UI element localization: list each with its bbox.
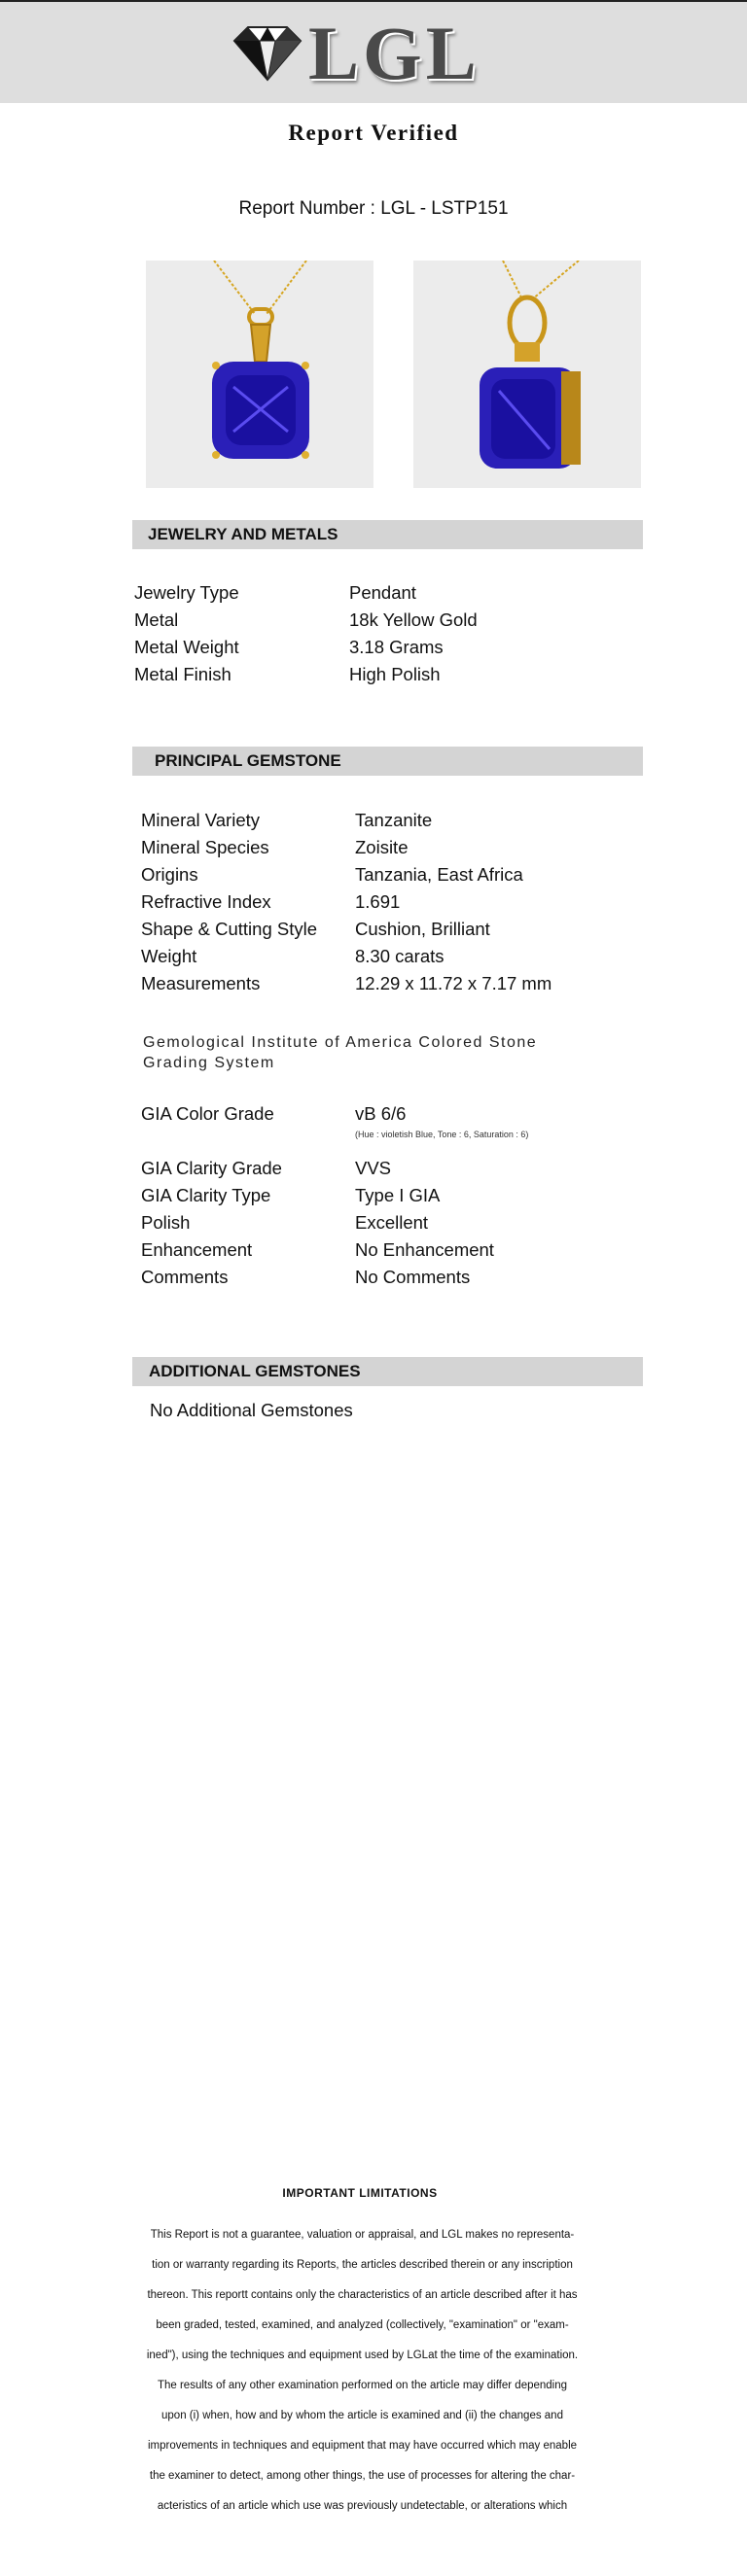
detail-label: Polish [141, 1212, 191, 1233]
limitations-text [97, 2220, 627, 2522]
detail-value: No Enhancement [355, 1239, 494, 1260]
limitations-line: acteristics of an article which use was previously undetectable, or alterations which [157, 2500, 568, 2512]
product-photo-side[interactable] [413, 261, 641, 488]
detail-label: Metal Weight [134, 637, 239, 657]
lgl-logo[interactable] [229, 11, 481, 95]
limitations-line: tion or warranty regarding its Reports, the articles described therein or any inscription [152, 2259, 573, 2271]
detail-value: Excellent [355, 1212, 429, 1233]
detail-label: Weight [141, 946, 197, 966]
page-title: Report Verified [288, 121, 459, 145]
detail-value: High Polish [349, 664, 441, 684]
section-jewelry-and-metals: JEWELRY AND METALS [132, 520, 643, 549]
detail-label: Measurements [141, 973, 261, 993]
detail-value: vB 6/6 [355, 1103, 407, 1124]
detail-value: No Comments [355, 1267, 471, 1287]
limitations-line: This Report is not a guarantee, valuation or appraisal, and LGL makes no representa- [150, 2229, 575, 2241]
detail-value: Zoisite [355, 837, 409, 857]
detail-label: Mineral Variety [141, 810, 261, 830]
section-principal-gemstone: PRINCIPAL GEMSTONE [132, 747, 643, 776]
header-banner [0, 0, 747, 103]
detail-value: Pendant [349, 582, 416, 603]
limitations-line: been graded, tested, examined, and analyzed (collectively, "examination" or "exam- [156, 2319, 569, 2331]
detail-label: Mineral Species [141, 837, 269, 857]
detail-label: GIA Color Grade [141, 1103, 274, 1124]
detail-value: Cushion, Brilliant [355, 919, 490, 939]
product-photo-front[interactable] [146, 261, 374, 488]
gia-grading-heading: Gemological Institute of America Colored Stone Grading System [143, 1034, 538, 1071]
detail-label: Comments [141, 1267, 229, 1287]
diamond-icon [229, 23, 306, 84]
limitations-line: improvements in techniques and equipment that may have occurred which may enable [147, 2440, 578, 2452]
detail-value: Tanzania, East Africa [355, 864, 523, 885]
detail-value: 12.29 x 11.72 x 7.17 mm [355, 973, 552, 993]
limitations-line: ined"), using the techniques and equipment used by LGLat the time of the examination. [146, 2350, 579, 2361]
color-grade-note: (Hue : violetish Blue, Tone : 6, Saturation : 6) [355, 1130, 529, 1139]
detail-value: 3.18 Grams [349, 637, 444, 657]
detail-label: GIA Clarity Grade [141, 1158, 282, 1178]
detail-label: Jewelry Type [134, 582, 239, 603]
additional-gemstones-text: No Additional Gemstones [150, 1400, 353, 1420]
limitations-line: The results of any other examination performed on the article may differ depending [157, 2380, 568, 2391]
report-number: Report Number : LGL - LSTP151 [238, 198, 509, 219]
detail-value: 1.691 [355, 891, 401, 912]
detail-label: Enhancement [141, 1239, 253, 1260]
detail-value: 8.30 carats [355, 946, 445, 966]
limitations-line: the examiner to detect, among other things, the use of processes for altering the char- [149, 2470, 576, 2482]
limitations-line: thereon. This reportt contains only the characteristics of an article described after it has [147, 2289, 578, 2301]
detail-label: Metal Finish [134, 664, 231, 684]
section-additional-gemstones: ADDITIONAL GEMSTONES [132, 1357, 643, 1386]
detail-value: Tanzanite [355, 810, 433, 830]
detail-value: 18k Yellow Gold [349, 609, 478, 630]
limitations-line: upon (i) when, how and by whom the article is examined and (ii) the changes and [161, 2410, 563, 2421]
limitations-title: IMPORTANT LIMITATIONS [282, 2186, 438, 2200]
detail-value: VVS [355, 1158, 392, 1178]
detail-label: Shape & Cutting Style [141, 919, 317, 939]
detail-label: GIA Clarity Type [141, 1185, 271, 1205]
detail-label: Origins [141, 864, 198, 885]
detail-label: Refractive Index [141, 891, 271, 912]
detail-label: Metal [134, 609, 179, 630]
detail-value: Type I GIA [355, 1185, 441, 1205]
logo-text: LGL [308, 11, 480, 95]
